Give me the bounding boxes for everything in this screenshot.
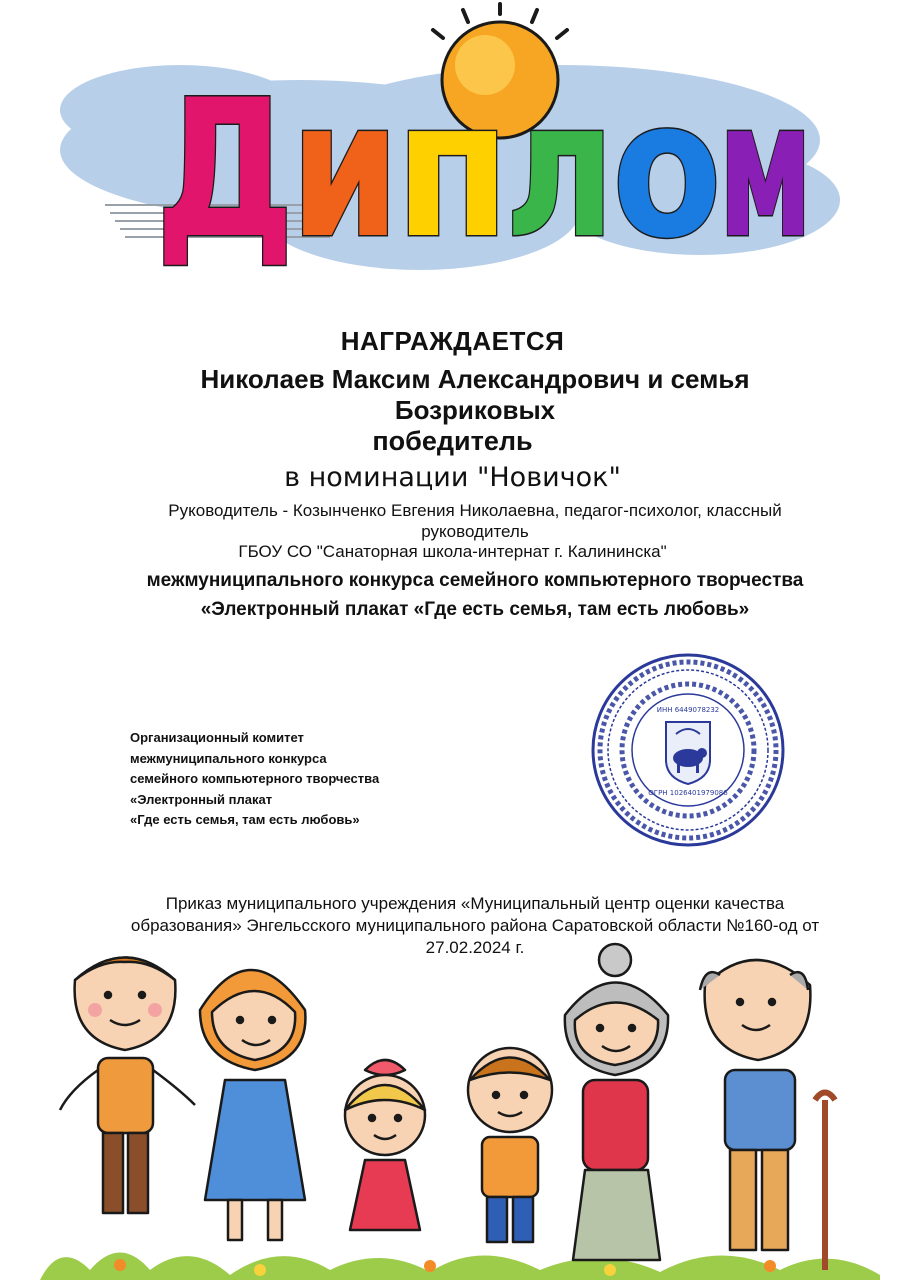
mother-figure	[200, 970, 305, 1240]
daughter-figure	[345, 1060, 425, 1230]
title-letter: и	[290, 59, 400, 280]
title-letter: п	[395, 59, 510, 280]
title-letter: м	[718, 59, 813, 280]
son-figure	[468, 1048, 552, 1242]
committee-line: семейного компьютерного творчества	[130, 771, 380, 786]
title-letter: Д	[155, 59, 295, 280]
committee-line: «Электронный плакат	[130, 791, 273, 807]
title-letter: о	[612, 59, 722, 280]
seal-inn: ИНН 6449078232	[656, 706, 720, 714]
grandmother-figure	[565, 944, 668, 1260]
official-seal	[588, 650, 788, 850]
committee-line: Организационный комитет	[130, 730, 304, 745]
seal-ogrn: ОГРН 1026401979086	[648, 789, 728, 797]
awarded-heading: НАГРАЖДАЕТСЯ	[340, 326, 565, 356]
father-figure	[60, 958, 195, 1214]
committee-line: «Где есть семья, там есть любовь»	[130, 812, 360, 827]
recipient-name: Николаев Максим Александрович и семья Бозриковых	[200, 364, 750, 425]
grass-decoration	[40, 1253, 880, 1280]
family-illustration	[0, 940, 905, 1280]
diploma-header-illustration	[0, 0, 905, 300]
grandfather-figure	[700, 960, 835, 1270]
school-name: ГБОУ СО "Санаторная школа-интернат г. Калининска"	[238, 542, 667, 561]
supervisor-info: Руководитель - Козынченко Евгения Николаевна, педагог-психолог, классный руководитель	[168, 501, 782, 541]
organizing-committee	[130, 728, 460, 831]
nomination-label: в номинации "Новичок"	[284, 462, 621, 493]
committee-line: межмуниципального конкурса	[130, 750, 327, 766]
order-reference: Приказ муниципального учреждения «Муниципальный центр оценки качества образования» Энгельсского муниципального района Саратовской области №160-од от 27.02.2024 г.	[130, 894, 820, 957]
coat-of-arms-icon	[666, 722, 710, 784]
rank-label: победитель	[372, 426, 533, 456]
contest-name: межмуниципального конкурса семейного компьютерного творчества «Электронный плакат «Где есть семья, там есть любовь»	[146, 570, 804, 620]
title-letter: л	[505, 59, 615, 280]
